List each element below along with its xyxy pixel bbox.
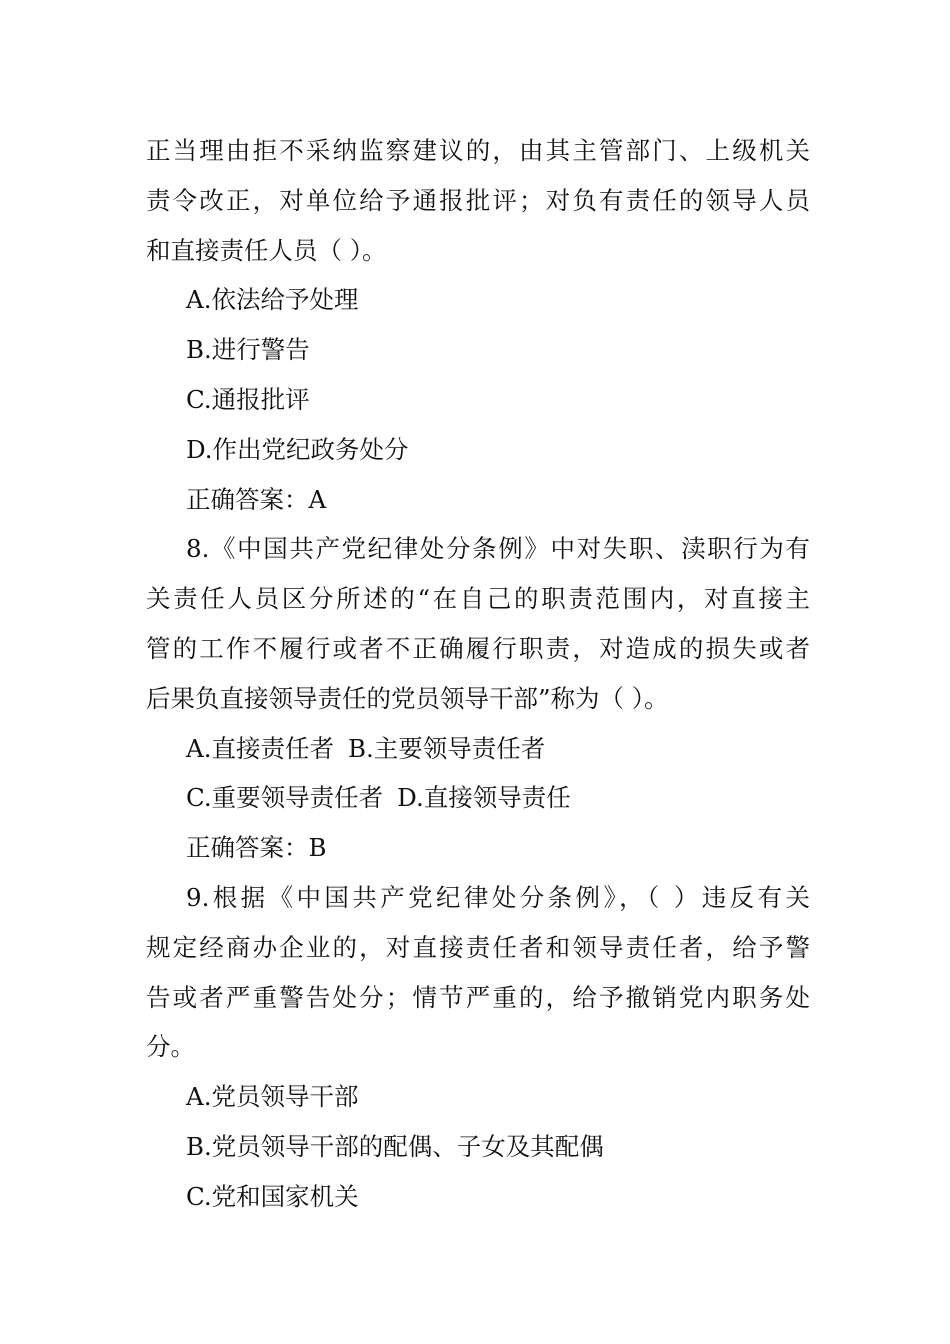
q7-option-b: B.进行警告 <box>186 335 310 365</box>
q8-options-row-1 <box>146 724 810 774</box>
q8-answer: 正确答案：B <box>186 833 327 863</box>
q8-stem-line-3: 管的工作不履行或者不正确履行职责，对造成的损失或者 <box>146 633 810 663</box>
q8-stem-line-2: 关责任人员区分所述的“在自己的职责范围内，对直接主 <box>146 584 810 614</box>
q8-option-c: C.重要领导责任者 <box>186 783 384 813</box>
q8-option-a: A.直接责任者 <box>186 733 334 763</box>
q7-option-d: D.作出党纪政务处分 <box>186 434 409 464</box>
q9-stem-line-1: 9.根据《中国共产党纪律处分条例》，（ ）违反有关 <box>186 882 810 912</box>
q8-stem-line-4: 后果负直接领导责任的党员领导干部”称为（ ）。 <box>146 683 669 713</box>
q9-stem-line-4: 分。 <box>146 1032 195 1062</box>
q9-option-b: B.党员领导干部的配偶、子女及其配偶 <box>186 1131 604 1161</box>
q7-stem-line-3: 和直接责任人员（ ）。 <box>146 235 387 265</box>
q8-option-d: D.直接领导责任 <box>397 783 571 813</box>
q9-stem-line-2: 规定经商办企业的，对直接责任者和领导责任者，给予警 <box>146 932 810 962</box>
q7-stem-line-1: 正当理由拒不采纳监察建议的，由其主管部门、上级机关 <box>146 136 810 165</box>
q9-option-a: A.党员领导干部 <box>186 1082 359 1112</box>
document-body <box>146 126 810 1222</box>
q7-option-a: A.依法给予处理 <box>186 285 359 315</box>
q7-stem-line-2: 责令改正，对单位给予通报批评；对负有责任的领导人员 <box>146 185 810 215</box>
q8-stem-line-1: 8.《中国共产党纪律处分条例》中对失职、渎职行为有 <box>186 534 810 564</box>
q7-option-c: C.通报批评 <box>186 384 310 414</box>
q9-stem-line-3: 告或者严重警告处分；情节严重的，给予撤销党内职务处 <box>146 982 810 1012</box>
q8-options-row-2 <box>146 773 810 823</box>
q8-option-b: B.主要领导责任者 <box>347 733 546 763</box>
q7-answer: 正确答案：A <box>186 484 327 514</box>
q9-option-c: C.党和国家机关 <box>186 1181 359 1211</box>
